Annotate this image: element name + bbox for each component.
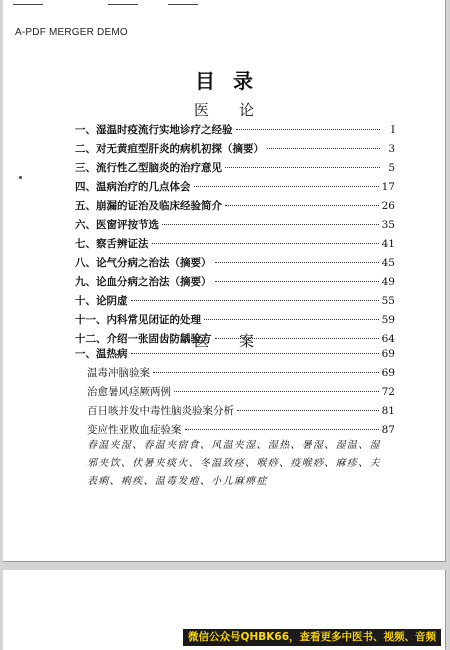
toc-entry-title: 六、医窗评按节选 — [75, 219, 159, 231]
toc-entry-title: 一、湿温时疫流行实地诊疗之经验 — [75, 124, 233, 136]
toc-entry-title: 九、论血分病之治法（摘要） — [75, 276, 212, 288]
promo-banner[interactable]: 微信公众号QHBK66，查看更多中医书、视频、音频 — [183, 629, 441, 646]
toc-entry-page: 41 — [381, 238, 395, 250]
dot-leader — [225, 166, 380, 168]
toc-list-theory — [75, 122, 395, 350]
toc-entry-page: 35 — [381, 219, 395, 231]
dot-leader — [194, 185, 379, 187]
toc-entry[interactable] — [75, 160, 395, 179]
section-heading-cases: 医案 — [193, 332, 284, 350]
toc-entry-page: 69 — [381, 348, 395, 360]
toc-entry-title: 百日咳并发中毒性脑炎验案分析 — [87, 405, 234, 417]
toc-entry-page: 49 — [381, 276, 395, 288]
toc-entry[interactable] — [75, 384, 395, 403]
toc-entry[interactable] — [75, 403, 395, 422]
toc-entry-title: 二、对无黄疸型肝炎的病机初探（摘要） — [75, 143, 264, 155]
toc-entry[interactable] — [75, 236, 395, 255]
toc-list-cases — [75, 346, 395, 441]
toc-entry[interactable] — [75, 217, 395, 236]
watermark-text: A-PDF MERGER DEMO — [15, 27, 128, 38]
toc-entry-page: 59 — [381, 314, 395, 326]
toc-entry-title: 十、论阴虚 — [75, 295, 128, 307]
toc-entry[interactable] — [75, 122, 395, 141]
next-page-edge — [3, 570, 446, 650]
toc-entry-title: 十一、内科常见闭证的处理 — [75, 314, 201, 326]
dot-leader — [131, 299, 379, 301]
toc-entry-page: 72 — [381, 386, 395, 398]
dot-leader — [225, 204, 379, 206]
toc-entry-page: 17 — [381, 181, 395, 193]
toc-entry[interactable] — [75, 255, 395, 274]
toc-entry-page: 64 — [381, 333, 395, 345]
page-title: 目录 — [195, 69, 271, 93]
toc-entry[interactable] — [75, 293, 395, 312]
dot-leader — [152, 242, 379, 244]
toc-entry[interactable] — [75, 274, 395, 293]
dot-leader — [267, 147, 380, 149]
toc-entry[interactable] — [75, 312, 395, 331]
toc-entry[interactable] — [75, 141, 395, 160]
dot-leader — [162, 223, 379, 225]
toc-entry-title: 五、崩漏的证治及临床经验简介 — [75, 200, 222, 212]
toc-entry-title: 八、论气分病之治法（摘要） — [75, 257, 212, 269]
toc-entry-page: 81 — [381, 405, 395, 417]
case-list-text: 春温夹湿、春温夹宿食、风温夹湿、湿热、暑湿、湿温、湿邪夹饮、伏暑夹痰火、冬温致痉、喉痧、疫喉痧、麻疹、夫表痢、痢疾、温毒发疱、小儿麻痹症 — [87, 440, 381, 487]
section-heading-theory: 医论 — [193, 101, 284, 119]
toc-entry-title: 七、察舌辨证法 — [75, 238, 149, 250]
toc-entry-title: 治愈暑风痉厥两例 — [87, 386, 171, 398]
page-top-marks — [3, 4, 445, 6]
toc-entry-page: 87 — [381, 424, 395, 436]
dot-leader — [185, 428, 379, 430]
dot-leader — [237, 409, 379, 411]
toc-entry-page: I — [390, 124, 395, 136]
toc-entry-page: 3 — [388, 143, 395, 155]
dot-leader — [131, 352, 379, 354]
toc-entry[interactable] — [75, 179, 395, 198]
toc-entry[interactable] — [75, 346, 395, 365]
dot-leader — [236, 128, 381, 130]
toc-entry-title: 十二、介绍一张固齿防龋验方 — [75, 333, 212, 345]
toc-entry[interactable] — [75, 198, 395, 217]
toc-entry-title: 变应性亚败血症验案 — [87, 424, 182, 436]
toc-entry-page: 69 — [381, 367, 395, 379]
toc-entry-page: 45 — [381, 257, 395, 269]
dot-leader — [174, 390, 379, 392]
toc-entry-page: 55 — [381, 295, 395, 307]
dot-leader — [215, 261, 379, 263]
toc-entry-title: 三、流行性乙型脑炎的治疗意见 — [75, 162, 222, 174]
dot-leader — [204, 318, 379, 320]
toc-entry-title: 四、温病治疗的几点体会 — [75, 181, 191, 193]
toc-entry-title: 温毒冲脑验案 — [87, 367, 150, 379]
document-page — [3, 0, 446, 562]
toc-entry-page: 5 — [388, 162, 395, 174]
toc-entry[interactable] — [75, 365, 395, 384]
margin-mark — [19, 176, 22, 179]
toc-entry-page: 26 — [381, 200, 395, 212]
toc-entry-title: 一、温热病 — [75, 348, 128, 360]
dot-leader — [153, 371, 379, 373]
dot-leader — [215, 280, 379, 282]
